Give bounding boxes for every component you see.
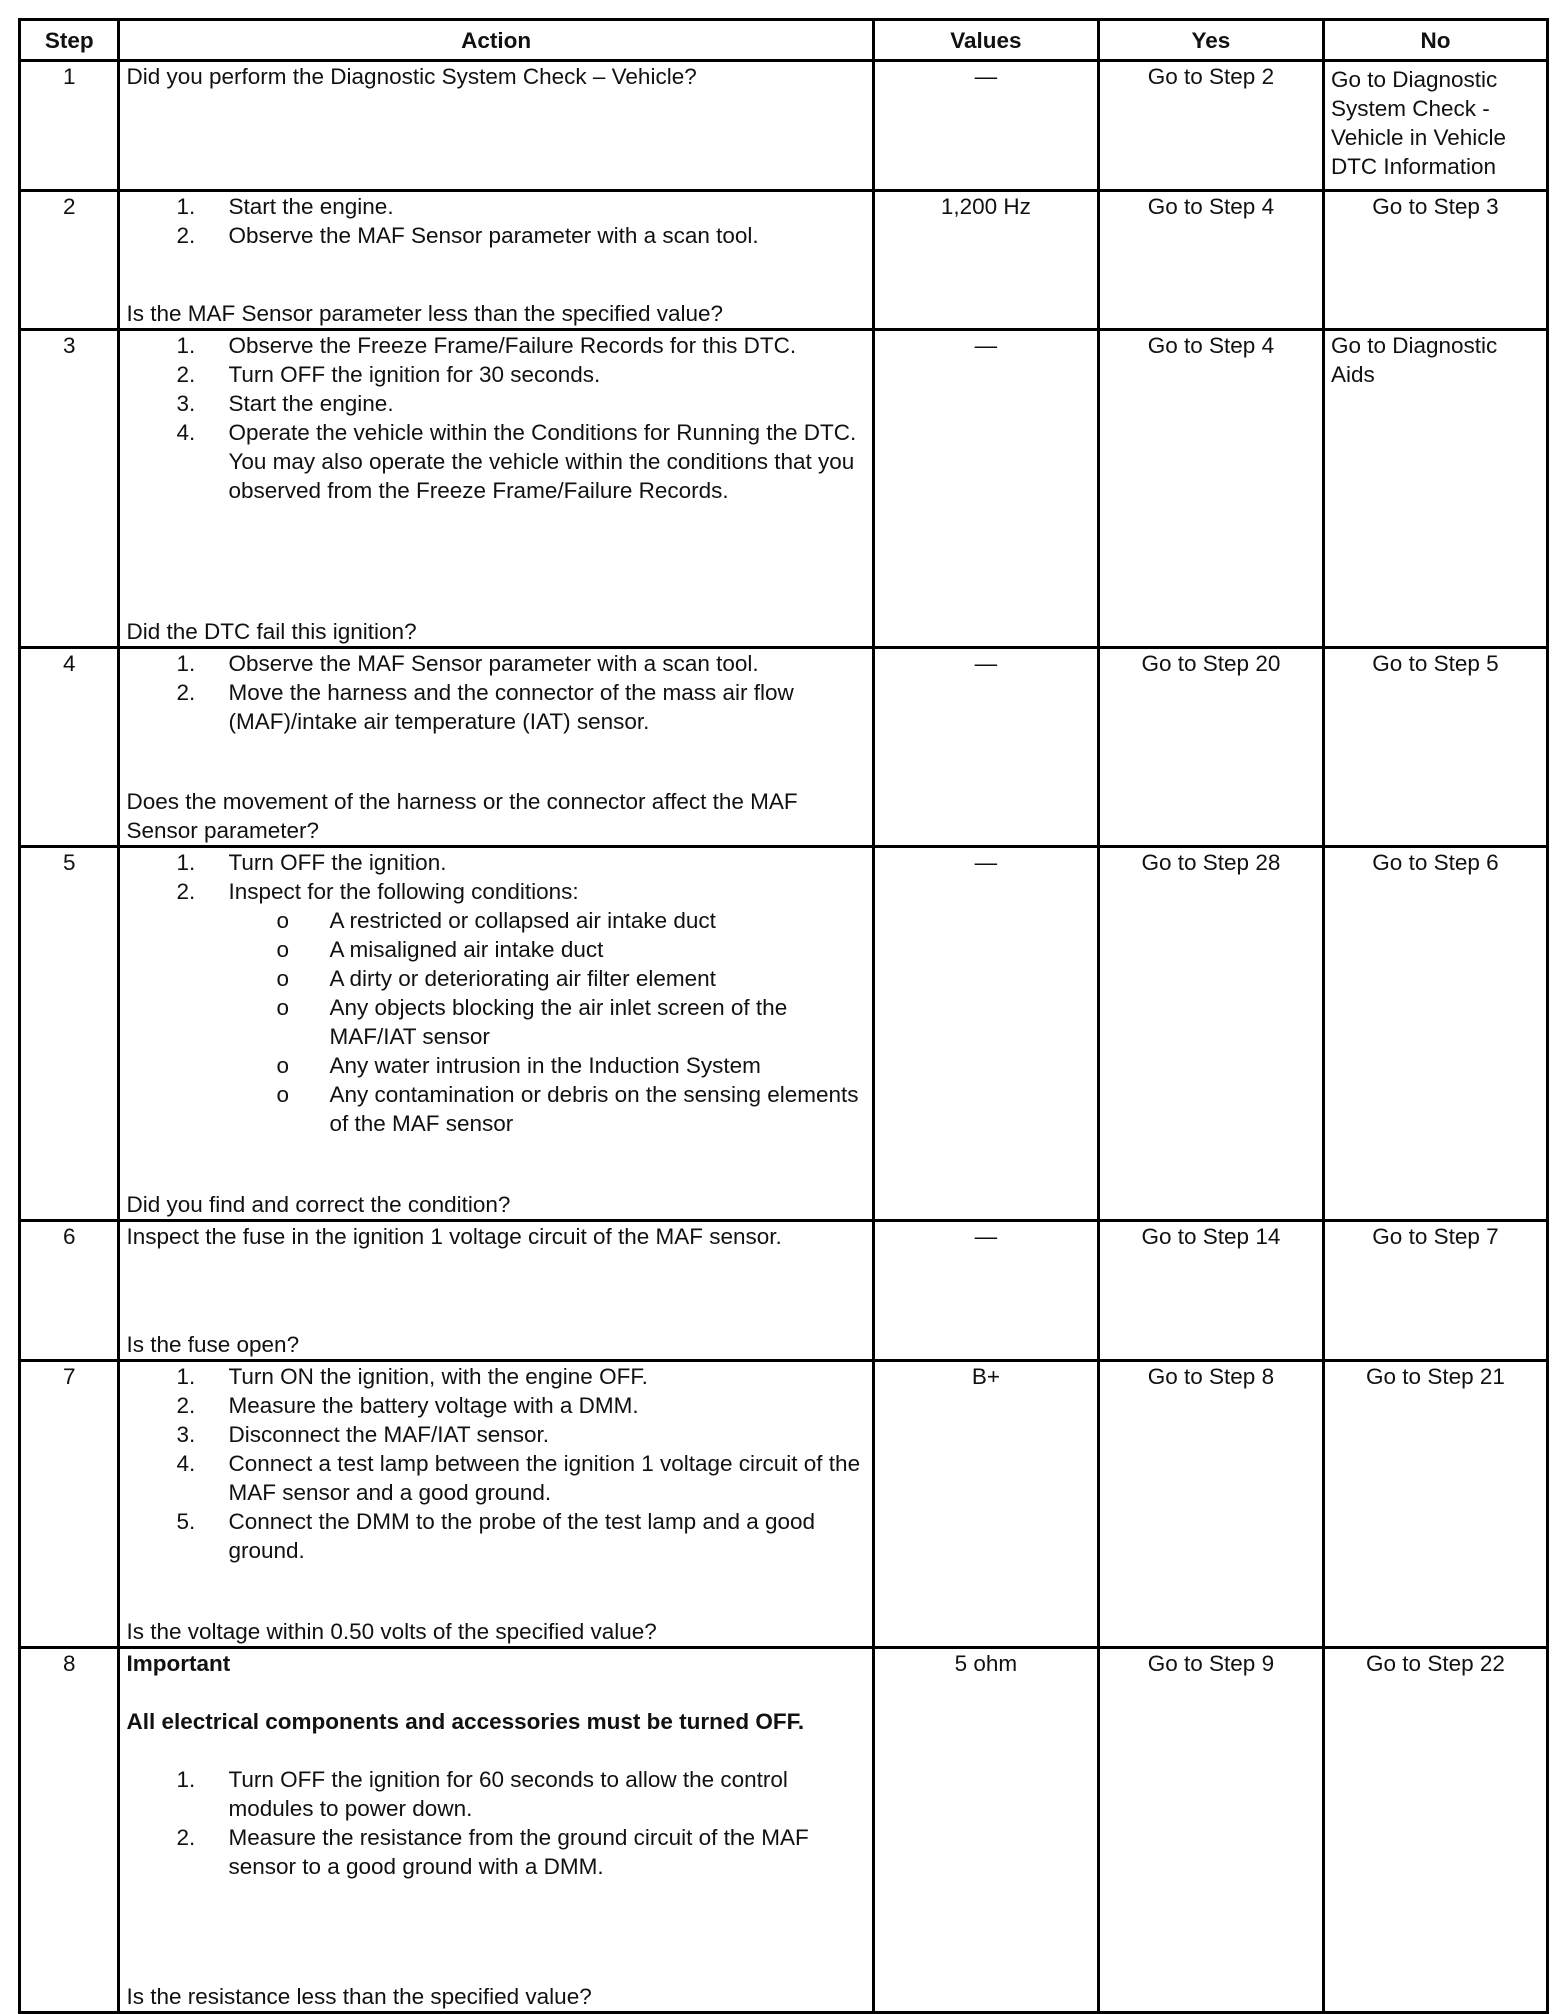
list-item: 1. Observe the MAF Sensor parameter with a scan tool.: [176, 651, 759, 676]
step-number: 6: [20, 1221, 119, 1361]
action-cell: [119, 847, 873, 1221]
yes-cell: Go to Step 8: [1098, 1361, 1323, 1648]
table-row: [20, 1221, 1548, 1361]
action-question: Is the fuse open?: [126, 1332, 300, 1357]
yes-cell: Go to Step 20: [1098, 648, 1323, 847]
step-number: 5: [20, 847, 119, 1221]
yes-cell: Go to Step 4: [1098, 330, 1323, 648]
procedure-list: [126, 848, 865, 906]
list-item: 1. Turn OFF the ignition for 60 seconds to allow the control modules to power down.: [176, 1767, 788, 1821]
header-no: No: [1323, 20, 1547, 61]
list-item: 1. Turn ON the ignition, with the engine OFF.: [176, 1364, 648, 1389]
list-item: 2. Measure the battery voltage with a DMM.: [176, 1393, 639, 1418]
list-item: o A misaligned air intake duct: [276, 937, 604, 962]
procedure-list: [126, 331, 865, 505]
action-cell: [119, 330, 873, 648]
action-question: Is the MAF Sensor parameter less than the specified value?: [126, 301, 724, 326]
table-row: [20, 330, 1548, 648]
action-question: Is the voltage within 0.50 volts of the specified value?: [126, 1619, 657, 1644]
no-cell: Go to Step 22: [1323, 1648, 1547, 2013]
action-question: Did the DTC fail this ignition?: [126, 619, 417, 644]
list-item: o A dirty or deteriorating air filter element: [276, 966, 716, 991]
no-cell: Go to Step 6: [1323, 847, 1547, 1221]
table-row: [20, 61, 1548, 191]
value-cell: B+: [873, 1361, 1098, 1648]
list-item: o Any objects blocking the air inlet screen of the MAF/IAT sensor: [276, 995, 788, 1049]
action-cell: [119, 1648, 873, 2013]
header-step: Step: [20, 20, 119, 61]
table-row: [20, 191, 1548, 330]
no-cell: Go to Diagnostic Aids: [1323, 330, 1547, 648]
list-item: 3. Disconnect the MAF/IAT sensor.: [176, 1422, 550, 1447]
header-action: Action: [119, 20, 873, 61]
header-row: [20, 20, 1548, 61]
procedure-list: [126, 1765, 865, 1881]
step-number: 1: [20, 61, 119, 191]
no-cell: Go to Diagnostic System Check - Vehicle in Vehicle DTC Information: [1323, 61, 1547, 191]
action-cell: [119, 1361, 873, 1648]
procedure-list: [126, 192, 865, 250]
list-item: 1. Turn OFF the ignition.: [176, 850, 447, 875]
action-question: Does the movement of the harness or the connector affect the MAF Sensor parameter?: [126, 789, 798, 843]
action-cell: [119, 648, 873, 847]
list-item: 5. Connect the DMM to the probe of the test lamp and a good ground.: [176, 1509, 816, 1563]
value-cell: —: [873, 1221, 1098, 1361]
condition-list: [126, 906, 865, 1138]
yes-cell: Go to Step 2: [1098, 61, 1323, 191]
value-cell: 1,200 Hz: [873, 191, 1098, 330]
list-item: o A restricted or collapsed air intake duct: [276, 908, 716, 933]
table-row: [20, 1361, 1548, 1648]
yes-cell: Go to Step 28: [1098, 847, 1323, 1221]
step-number: 7: [20, 1361, 119, 1648]
list-item: 1. Observe the Freeze Frame/Failure Records for this DTC.: [176, 333, 797, 358]
no-cell: Go to Step 7: [1323, 1221, 1547, 1361]
step-number: 2: [20, 191, 119, 330]
table-row: [20, 1648, 1548, 2013]
list-item: 3. Start the engine.: [176, 391, 394, 416]
list-item: 4. Operate the vehicle within the Conditions for Running the DTC. You may also operate the vehicle within the conditions that you observed from the Freeze Frame/Failure Records.: [176, 420, 857, 503]
list-item: 4. Connect a test lamp between the ignition 1 voltage circuit of the MAF sensor and a good ground.: [176, 1451, 861, 1505]
step-number: 4: [20, 648, 119, 847]
action-instruction: Inspect the fuse in the ignition 1 voltage circuit of the MAF sensor.: [126, 1224, 782, 1249]
action-cell: [119, 61, 873, 191]
list-item: 2. Measure the resistance from the ground circuit of the MAF sensor to a good ground with a DMM.: [176, 1825, 809, 1879]
action-cell: [119, 1221, 873, 1361]
important-note: All electrical components and accessories must be turned OFF.: [126, 1709, 805, 1734]
action-question: Did you perform the Diagnostic System Check – Vehicle?: [126, 64, 697, 89]
action-question: Is the resistance less than the specified value?: [126, 1984, 592, 2009]
action-cell: [119, 191, 873, 330]
yes-cell: Go to Step 4: [1098, 191, 1323, 330]
yes-cell: Go to Step 9: [1098, 1648, 1323, 2013]
value-cell: —: [873, 648, 1098, 847]
procedure-list: [126, 1362, 865, 1565]
no-cell: Go to Step 5: [1323, 648, 1547, 847]
list-item: 2. Move the harness and the connector of the mass air flow (MAF)/intake air temperature (IAT) sensor.: [176, 680, 794, 734]
header-yes: Yes: [1098, 20, 1323, 61]
no-cell: Go to Step 21: [1323, 1361, 1547, 1648]
step-number: 8: [20, 1648, 119, 2013]
list-item: 2. Observe the MAF Sensor parameter with a scan tool.: [176, 223, 759, 248]
yes-cell: Go to Step 14: [1098, 1221, 1323, 1361]
list-item: 2. Inspect for the following conditions:: [176, 879, 579, 904]
table-row: [20, 847, 1548, 1221]
list-item: o Any water intrusion in the Induction System: [276, 1053, 761, 1078]
step-number: 3: [20, 330, 119, 648]
no-cell: Go to Step 3: [1323, 191, 1547, 330]
diagnostic-table: [18, 18, 1549, 2014]
header-values: Values: [873, 20, 1098, 61]
table-row: [20, 648, 1548, 847]
value-cell: —: [873, 330, 1098, 648]
important-label: Important: [126, 1651, 231, 1676]
procedure-list: [126, 649, 865, 736]
value-cell: —: [873, 61, 1098, 191]
list-item: o Any contamination or debris on the sensing elements of the MAF sensor: [276, 1082, 859, 1136]
list-item: 2. Turn OFF the ignition for 30 seconds.: [176, 362, 601, 387]
action-question: Did you find and correct the condition?: [126, 1192, 511, 1217]
value-cell: 5 ohm: [873, 1648, 1098, 2013]
list-item: 1. Start the engine.: [176, 194, 394, 219]
value-cell: —: [873, 847, 1098, 1221]
